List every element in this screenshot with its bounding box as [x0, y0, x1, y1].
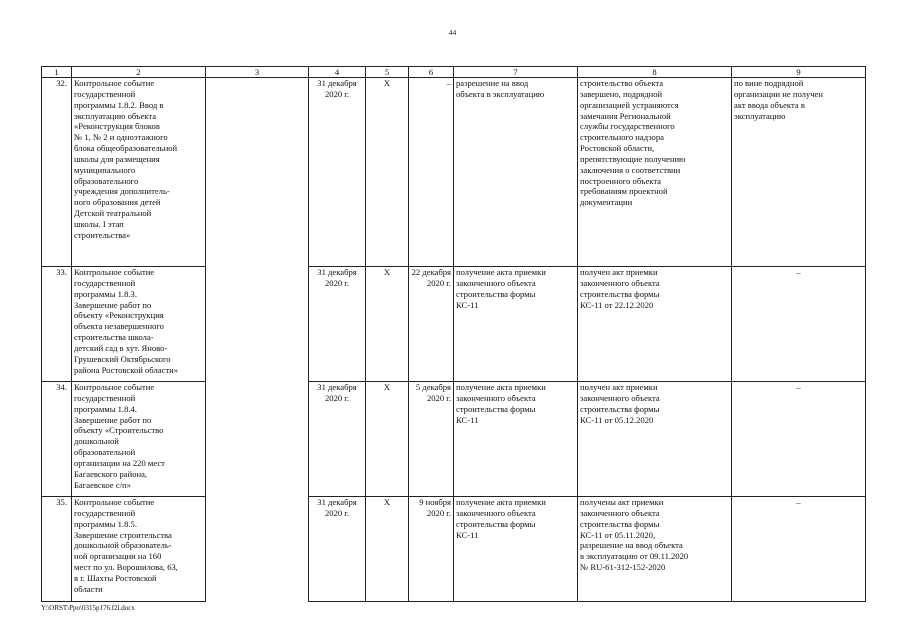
event-name-cell-line: № 1, № 2 и одноэтажного — [74, 132, 168, 143]
reason-cell-line: акт ввода объекта в — [734, 99, 805, 110]
responsible-cell — [206, 267, 309, 382]
event-name-cell-line: объекта незавершенного — [74, 321, 164, 332]
status-cell-line: требованиям проектной — [580, 186, 668, 197]
status-cell-line: строительства формы — [580, 518, 660, 529]
result-cell-line: строительства формы — [456, 288, 536, 299]
fact-date-cell-line: – — [446, 78, 451, 88]
status-cell-line: заключения о соответствии — [580, 164, 681, 175]
plan-date-cell-line: 31 декабря — [317, 267, 357, 277]
responsible-cell — [206, 497, 309, 602]
status-cell-line: строительство объекта — [580, 78, 664, 88]
status-cell-line: КС-11 от 05.12.2020 — [580, 414, 654, 425]
reason-cell — [732, 382, 866, 497]
status-cell-line: КС-11 от 05.11.2020, — [580, 529, 656, 540]
table-row — [42, 497, 866, 602]
plan-date-cell-line: 31 декабря — [317, 382, 357, 392]
header-cell-5: 5 — [366, 67, 409, 78]
responsible-cell — [206, 78, 309, 267]
status-cell-line: получены акт приемки — [580, 497, 664, 507]
header-cell-8: 8 — [578, 67, 732, 78]
col5-cell: X — [366, 78, 409, 267]
plan-date-cell — [309, 267, 366, 382]
page-number: 44 — [448, 28, 457, 37]
result-cell-line: законченного объекта — [456, 392, 536, 403]
event-name-cell-line: учреждения дополнитель- — [74, 186, 170, 197]
event-name-cell-line: ной организации на 160 — [74, 551, 162, 562]
status-cell-line: строительного надзора — [580, 132, 664, 143]
result-cell — [454, 497, 578, 602]
status-cell-line: Ростовской области, — [580, 143, 655, 154]
result-cell-line: строительства формы — [456, 518, 536, 529]
event-name-cell-line: строительства школа- — [74, 332, 154, 343]
event-name-cell-line: в г. Шахты Ростовской — [74, 572, 157, 583]
event-name-cell-line: «Реконструкция блоков — [74, 121, 160, 132]
fact-date-cell — [409, 497, 454, 602]
result-cell-line: законченного объекта — [456, 507, 536, 518]
fact-date-cell-line: 2020 г. — [426, 392, 451, 403]
status-cell-line: замечания Региональной — [580, 110, 671, 121]
status-cell-line: законченного объекта — [580, 392, 660, 403]
event-name-cell-line: Контрольное событие — [74, 267, 155, 277]
table-row — [42, 78, 866, 267]
header-cell-4: 4 — [309, 67, 366, 78]
table-row — [42, 267, 866, 382]
status-cell-line: документации — [580, 197, 633, 208]
status-cell — [578, 382, 732, 497]
result-cell-line: разрешение на ввод — [456, 78, 529, 88]
status-cell-line: строительства формы — [580, 403, 660, 414]
plan-date-cell-line: 31 декабря — [317, 78, 357, 88]
event-name-cell-line: Контрольное событие — [74, 78, 155, 88]
reason-cell — [732, 78, 866, 267]
file-path-footer: Y:\ORST\Ppo\0315p176.f2l.docx — [41, 604, 135, 612]
plan-date-cell — [309, 78, 366, 267]
event-name-cell-line: программы 1.8.2. Ввод в — [74, 99, 164, 110]
event-name-cell-line: программы 1.8.4. — [74, 403, 137, 414]
event-name-cell-line: ного образования детей — [74, 197, 161, 208]
fact-date-cell-line: 2020 г. — [426, 507, 451, 518]
reason-cell — [732, 497, 866, 602]
plan-date-cell-line: 2020 г. — [324, 507, 350, 518]
status-cell-line: службы государственного — [580, 121, 675, 132]
result-cell-line: строительства формы — [456, 403, 536, 414]
reason-cell-line: организации не получен — [734, 88, 823, 99]
event-name-cell-line: муниципального — [74, 164, 136, 175]
event-name-cell-line: Багаевское с/п» — [74, 479, 131, 490]
result-cell-line: КС-11 — [456, 299, 479, 310]
fact-date-cell — [409, 78, 454, 267]
reason-cell — [732, 267, 866, 382]
header-cell-2: 2 — [72, 67, 206, 78]
fact-date-cell-line: 5 декабря — [415, 382, 451, 392]
reason-cell-line: по вине подрядной — [734, 78, 804, 88]
report-table — [41, 66, 866, 602]
status-cell — [578, 497, 732, 602]
event-name-cell-line: блока общеобразовательной — [74, 143, 178, 154]
event-name-cell-line: программы 1.8.3. — [74, 288, 137, 299]
event-name-cell-line: эксплуатацию объекта — [74, 110, 157, 121]
event-name-cell-line: Грушевский Октябрьского — [74, 353, 171, 364]
event-name-cell-line: школы. I этап — [74, 218, 124, 229]
row-number-cell: 33. — [42, 267, 72, 382]
reason-cell-line: – — [796, 267, 801, 277]
event-name-cell-line: объекту «Реконструкция — [74, 310, 164, 321]
status-cell-line: организацией устраняются — [580, 99, 679, 110]
event-name-cell — [72, 382, 206, 497]
event-name-cell-line: организации на 220 мест — [74, 457, 165, 468]
status-cell-line: получен акт приемки — [580, 382, 658, 392]
event-name-cell-line: государственной — [74, 88, 136, 99]
event-name-cell-line: государственной — [74, 392, 136, 403]
status-cell-line: законченного объекта — [580, 507, 660, 518]
plan-date-cell — [309, 497, 366, 602]
header-cell-9: 9 — [732, 67, 866, 78]
event-name-cell — [72, 267, 206, 382]
reason-cell-line: – — [796, 382, 801, 392]
fact-date-cell-line: 22 декабря — [411, 267, 451, 277]
result-cell — [454, 382, 578, 497]
result-cell-line: получение акта приемки — [456, 497, 546, 507]
event-name-cell-line: школы для размещения — [74, 153, 160, 164]
event-name-cell-line: Завершение работ по — [74, 299, 152, 310]
plan-date-cell-line: 2020 г. — [324, 392, 350, 403]
event-name-cell-line: государственной — [74, 277, 136, 288]
status-cell-line: построенного объекта — [580, 175, 661, 186]
row-number-cell: 35. — [42, 497, 72, 602]
event-name-cell-line: района Ростовской области» — [74, 364, 179, 375]
result-cell-line: получение акта приемки — [456, 267, 546, 277]
col5-cell: X — [366, 267, 409, 382]
event-name-cell — [72, 78, 206, 267]
fact-date-cell — [409, 267, 454, 382]
result-cell-line: КС-11 — [456, 414, 479, 425]
status-cell-line: КС-11 от 22.12.2020 — [580, 299, 654, 310]
header-cell-7: 7 — [454, 67, 578, 78]
header-cell-1: 1 — [42, 67, 72, 78]
event-name-cell-line: Завершение работ по — [74, 414, 152, 425]
plan-date-cell-line: 2020 г. — [324, 277, 350, 288]
header-row — [42, 67, 866, 78]
result-cell-line: получение акта приемки — [456, 382, 546, 392]
event-name-cell-line: Детской театральной — [74, 208, 152, 219]
event-name-cell-line: объекту «Строительство — [74, 425, 164, 436]
col5-cell: X — [366, 497, 409, 602]
event-name-cell-line: образовательной — [74, 447, 136, 458]
result-cell-line: объекта в эксплуатацию — [456, 88, 545, 99]
header-cell-6: 6 — [409, 67, 454, 78]
reason-cell-line: эксплуатацию — [734, 110, 786, 121]
responsible-cell — [206, 382, 309, 497]
event-name-cell-line: строительства» — [74, 229, 131, 240]
plan-date-cell-line: 2020 г. — [324, 88, 350, 99]
status-cell — [578, 78, 732, 267]
status-cell-line: в эксплуатацию от 09.11.2020 — [580, 551, 689, 562]
status-cell-line: строительства формы — [580, 288, 660, 299]
table-row — [42, 382, 866, 497]
result-cell — [454, 267, 578, 382]
result-cell — [454, 78, 578, 267]
result-cell-line: КС-11 — [456, 529, 479, 540]
status-cell-line: разрешение на ввод объекта — [580, 540, 683, 551]
event-name-cell-line: образовательного — [74, 175, 139, 186]
fact-date-cell — [409, 382, 454, 497]
result-cell-line: законченного объекта — [456, 277, 536, 288]
event-name-cell-line: государственной — [74, 507, 136, 518]
event-name-cell-line: мест по ул. Ворошилова, 63, — [74, 562, 178, 573]
event-name-cell-line: дошкольной образователь- — [74, 540, 172, 551]
event-name-cell-line: детский сад в хут. Яново- — [74, 342, 168, 353]
header-cell-3: 3 — [206, 67, 309, 78]
status-cell-line: завершено, подрядной — [580, 88, 663, 99]
status-cell-line: законченного объекта — [580, 277, 660, 288]
row-number-cell: 34. — [42, 382, 72, 497]
plan-date-cell-line: 31 декабря — [317, 497, 357, 507]
status-cell-line: препятствующие получению — [580, 153, 686, 164]
fact-date-cell-line: 2020 г. — [426, 277, 451, 288]
event-name-cell-line: Контрольное событие — [74, 382, 155, 392]
reason-cell-line: – — [796, 497, 801, 507]
event-name-cell-line: дошкольной — [74, 436, 119, 447]
plan-date-cell — [309, 382, 366, 497]
event-name-cell-line: Контрольное событие — [74, 497, 155, 507]
event-name-cell-line: Завершение строительства — [74, 529, 172, 540]
event-name-cell-line: области — [74, 583, 103, 594]
status-cell — [578, 267, 732, 382]
status-cell-line: получен акт приемки — [580, 267, 658, 277]
event-name-cell — [72, 497, 206, 602]
fact-date-cell-line: 9 ноября — [419, 497, 451, 507]
row-number-cell: 32. — [42, 78, 72, 267]
col5-cell: X — [366, 382, 409, 497]
event-name-cell-line: Багаевского района, — [74, 468, 148, 479]
event-name-cell-line: программы 1.8.5. — [74, 518, 137, 529]
status-cell-line: № RU-61-312-152-2020 — [580, 562, 666, 573]
